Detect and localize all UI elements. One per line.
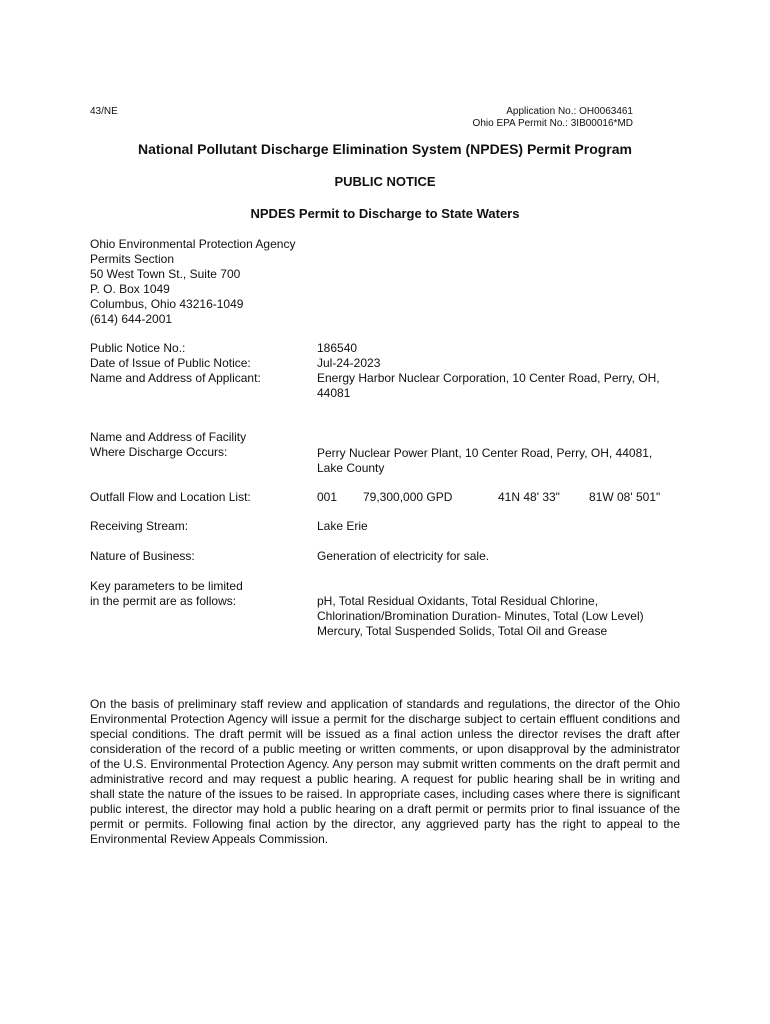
agency-po-box: P. O. Box 1049	[90, 282, 170, 296]
facility-line-1: Perry Nuclear Power Plant, 10 Center Road, Perry, OH, 44081,	[317, 446, 653, 460]
notice-no-value: 186540	[317, 341, 358, 355]
parameters-value	[317, 594, 644, 639]
business-value: Generation of electricity for sale.	[317, 549, 490, 563]
issue-date-value: Jul-24-2023	[317, 356, 381, 370]
document-title: National Pollutant Discharge Elimination System (NPDES) Permit Program	[138, 141, 632, 157]
agency-address	[90, 237, 295, 327]
outfall-id: 001	[317, 490, 338, 504]
parameters-label	[90, 579, 243, 609]
agency-street: 50 West Town St., Suite 700	[90, 267, 241, 281]
parameters-line-1: pH, Total Residual Oxidants, Total Residual Chlorine,	[317, 594, 599, 608]
application-number: Application No.: OH0063461	[506, 106, 633, 117]
outfall-longitude: 81W 08' 501"	[589, 490, 661, 504]
outfall-flow: 79,300,000 GPD	[363, 490, 453, 504]
agency-name: Ohio Environmental Protection Agency	[90, 237, 296, 251]
body-paragraph: On the basis of preliminary staff review and application of standards and regulations, the director of the Ohio Environmental Protection Agency will issue a permit for the discharge subject to certain effluent conditions and special conditions. The draft permit will be issued as a final action unless the director revises the draft after consideration of the record of a public meeting or written comments, or upon disapproval by the administrator of the U.S. Environmental Protection Agency. Any person may submit written comments on the draft permit and administrative record and may request a public hearing. A request for public hearing shall be in writing and shall state the nature of the issues to be raised. In appropriate cases, including cases where there is significant public interest, the director may hold a public hearing on a draft permit or permits prior to final issuance of the permit or permits. Following final action by the director, any aggrieved party has the right to appeal to the Environmental Review Appeals Commission.	[90, 697, 680, 846]
agency-section: Permits Section	[90, 252, 175, 266]
issue-date-label: Date of Issue of Public Notice:	[90, 356, 251, 370]
facility-label-line-2: Where Discharge Occurs:	[90, 445, 228, 459]
stream-value: Lake Erie	[317, 519, 368, 533]
facility-label	[90, 430, 246, 460]
applicant-value	[317, 371, 660, 401]
notice-no-label: Public Notice No.:	[90, 341, 186, 355]
facility-value	[317, 446, 652, 476]
parameters-line-3: Mercury, Total Suspended Solids, Total Oil and Grease	[317, 624, 608, 638]
applicant-line-1: Energy Harbor Nuclear Corporation, 10 Center Road, Perry, OH,	[317, 371, 660, 385]
outfall-label: Outfall Flow and Location List:	[90, 490, 251, 504]
document-subtitle: NPDES Permit to Discharge to State Waters	[250, 206, 520, 221]
public-notice-heading: PUBLIC NOTICE	[334, 174, 436, 189]
agency-phone: (614) 644-2001	[90, 312, 173, 326]
stream-label: Receiving Stream:	[90, 519, 189, 533]
facility-label-line-1: Name and Address of Facility	[90, 430, 247, 444]
applicant-line-2: 44081	[317, 386, 351, 400]
parameters-line-2: Chlorination/Bromination Duration- Minutes, Total (Low Level)	[317, 609, 644, 623]
facility-line-2: Lake County	[317, 461, 385, 475]
parameters-label-line-2: in the permit are as follows:	[90, 594, 237, 608]
applicant-label: Name and Address of Applicant:	[90, 371, 261, 385]
business-label: Nature of Business:	[90, 549, 195, 563]
permit-number: Ohio EPA Permit No.: 3IB00016*MD	[472, 118, 633, 129]
agency-city: Columbus, Ohio 43216-1049	[90, 297, 244, 311]
reference-code: 43/NE	[90, 106, 118, 117]
parameters-label-line-1: Key parameters to be limited	[90, 579, 243, 593]
outfall-latitude: 41N 48' 33"	[498, 490, 560, 504]
